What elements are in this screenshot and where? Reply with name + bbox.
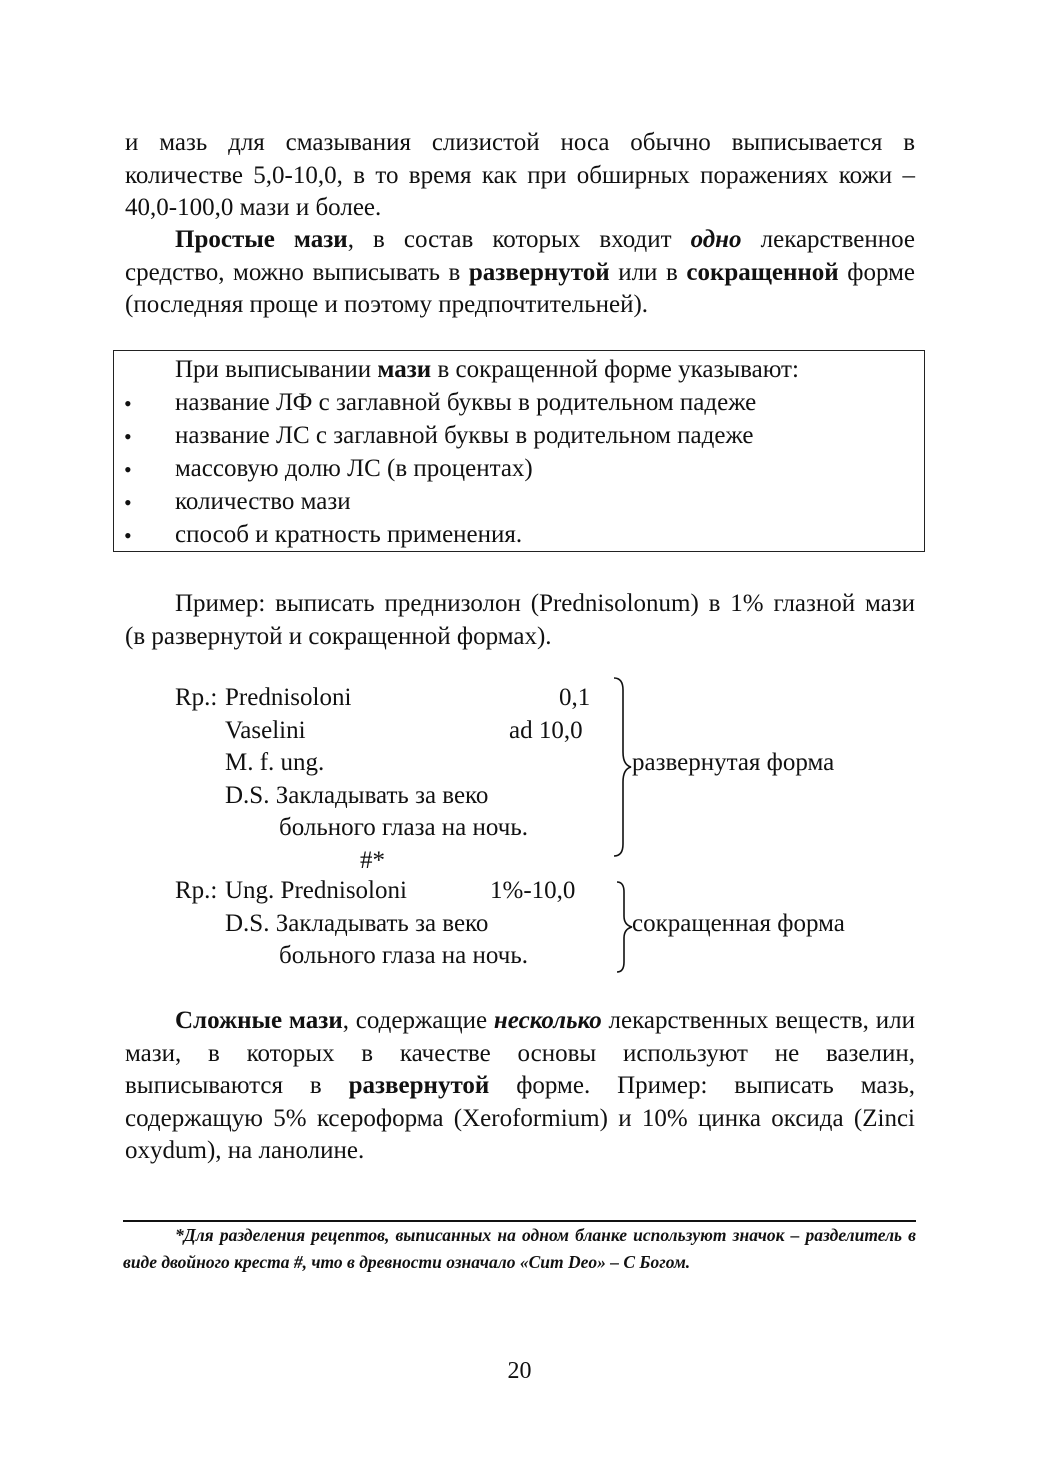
- recipe-full-ingredient-2: Vaselini: [225, 717, 306, 744]
- right-brace-icon: [610, 676, 634, 858]
- recipe-full-form-label: развернутая форма: [632, 749, 835, 776]
- rules-box-item: количество мази: [175, 488, 351, 515]
- paragraph-complex-ointments: Сложные мази, содержащие несколько лекарственных веществ, или мази, в которых в качестве основы используют не вазелин, выписываются в развернутой форме. Пример: выписать мазь, содержащую 5% ксероформа (Xeroformium) и 10% цинка оксида (Zinci oxydum), на ланолине.: [125, 1007, 915, 1164]
- rules-box-item: массовую долю ЛС (в процентах): [175, 455, 533, 482]
- recipe-short-rp: Rp.:: [175, 877, 218, 904]
- paragraph-ointment-amounts: и мазь для смазывания слизистой носа обычно выписывается в количестве 5,0-10,0, в то время как при обширных поражениях кожи – 40,0-100,0 мази и более.: [125, 129, 915, 221]
- recipe-short-signa: D.S. Закладывать за веко: [225, 910, 489, 937]
- term-abbreviated: сокращенной: [686, 258, 839, 286]
- recipe-short-ingredient: Ung. Prednisoloni: [225, 877, 407, 904]
- term-complex-ointments: Сложные мази: [175, 1007, 343, 1034]
- rules-box-item: название ЛФ с заглавной буквы в родительном падеже: [175, 389, 757, 416]
- recipe-full-mf: M. f. ung.: [225, 749, 325, 776]
- bullet-icon: •: [124, 490, 132, 515]
- recipe-separator: #*: [360, 847, 385, 874]
- recipe-short-form-label: сокращенная форма: [632, 910, 845, 937]
- paragraph-simple-ointments: Простые мази, в состав которых входит одно лекарственное средство, можно выписывать в развернутой или в сокращенной форме (последняя проще и поэтому предпочтительней).: [125, 226, 915, 318]
- recipe-full-signa-continued: больного глаза на ночь.: [279, 814, 528, 841]
- recipe-full-amount-2: ad 10,0: [509, 717, 583, 744]
- term-simple-ointments: Простые мази: [175, 226, 348, 253]
- bullet-icon: •: [124, 457, 132, 482]
- recipe-full-ingredient-1: Prednisoloni: [225, 684, 352, 711]
- rules-box-item: способ и кратность применения.: [175, 521, 523, 548]
- page-number: 20: [507, 1358, 532, 1384]
- recipe-full-amount-1: 0,1: [559, 684, 591, 711]
- rules-box-intro: При выписывании мази в сокращенной форме указывают:: [175, 356, 799, 383]
- bullet-icon: •: [124, 523, 132, 548]
- recipe-short-amount: 1%-10,0: [490, 877, 576, 904]
- bullet-icon: •: [124, 424, 132, 449]
- paragraph-example: Пример: выписать преднизолон (Prednisolonum) в 1% глазной мази (в развернутой и сокращенной формах).: [125, 590, 915, 650]
- emphasis-several: несколько: [493, 1007, 602, 1034]
- recipe-full-rp: Rp.:: [175, 684, 218, 711]
- term-expanded-2: развернутой: [348, 1072, 490, 1099]
- recipe-full-signa: D.S. Закладывать за веко: [225, 782, 489, 809]
- bullet-icon: •: [124, 391, 132, 416]
- rules-box-item: название ЛС с заглавной буквы в родительном падеже: [175, 422, 754, 449]
- term-expanded: развернутой: [468, 258, 610, 286]
- emphasis-one: одно: [690, 226, 742, 253]
- recipe-short-signa-continued: больного глаза на ночь.: [279, 942, 528, 969]
- footnote: *Для разделения рецептов, выписанных на одном бланке используют значок – разделитель в виде двойного креста #, что в древности означало «Cum Deo» – С Богом.: [123, 1225, 916, 1272]
